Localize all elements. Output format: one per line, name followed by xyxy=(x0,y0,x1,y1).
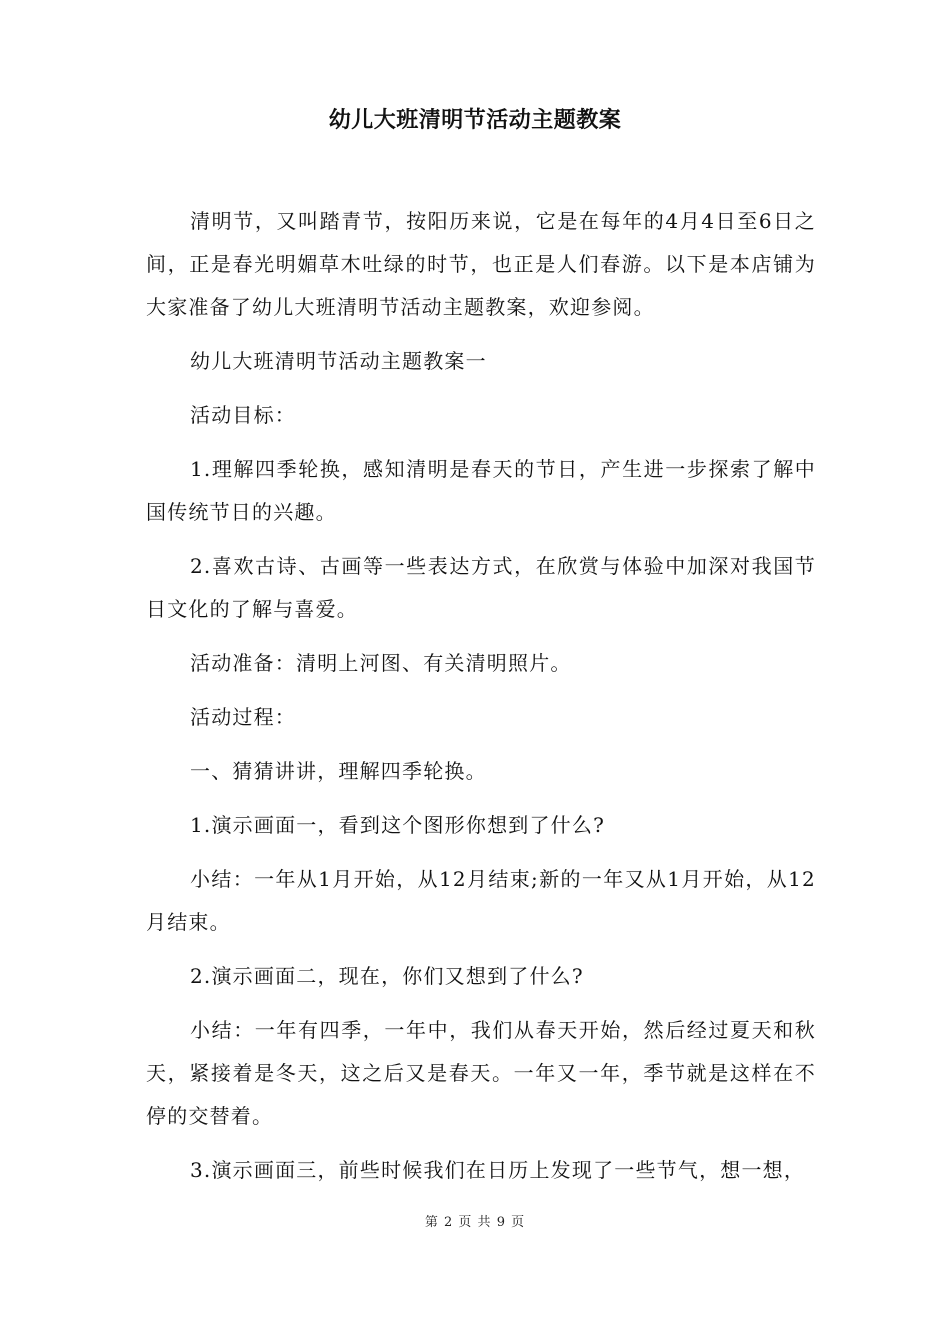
document-body xyxy=(146,200,816,1203)
paragraph-summary-2: 小结：一年有四季，一年中，我们从春天开始，然后经过夏天和秋天，紧接着是冬天，这之后又是春天。一年又一年，季节就是这样在不停的交替着。 xyxy=(146,1018,816,1128)
paragraph-step-1-3: 3.演示画面三，前些时候我们在日历上发现了一些节气，想一想， xyxy=(190,1158,806,1182)
paragraph-goal-2: 2.喜欢古诗、古画等一些表达方式，在欣赏与体验中加深对我国节日文化的了解与喜爱。 xyxy=(146,554,816,621)
paragraph-intro: 清明节，又叫踏青节，按阳历来说，它是在每年的4月4日至6日之间，正是春光明媚草木吐绿的时节，也正是人们春游。以下是本店铺为大家准备了幼儿大班清明节活动主题教案，欢迎参阅。 xyxy=(146,209,816,319)
paragraph-process-heading: 活动过程： xyxy=(190,705,296,729)
paragraph-activity-goals-heading: 活动目标： xyxy=(190,403,296,427)
paragraph-step-1-2: 2.演示画面二，现在，你们又想到了什么? xyxy=(190,964,584,988)
document-title: 幼儿大班清明节活动主题教案 xyxy=(328,107,622,133)
paragraph-step-1-1: 1.演示画面一，看到这个图形你想到了什么? xyxy=(190,813,606,837)
paragraph-summary-1: 小结：一年从1月开始，从12月结束;新的一年又从1月开始，从12月结束。 xyxy=(146,867,816,934)
paragraph-step-1-heading: 一、猜猜讲讲，理解四季轮换。 xyxy=(190,759,487,783)
paragraph-section-heading: 幼儿大班清明节活动主题教案一 xyxy=(190,349,487,373)
paragraph-preparation: 活动准备：清明上河图、有关清明照片。 xyxy=(190,651,572,675)
page-footer: 第 2 页 共 9 页 xyxy=(424,1215,526,1230)
paragraph-goal-1: 1.理解四季轮换，感知清明是春天的节日，产生进一步探索了解中国传统节日的兴趣。 xyxy=(146,457,816,524)
